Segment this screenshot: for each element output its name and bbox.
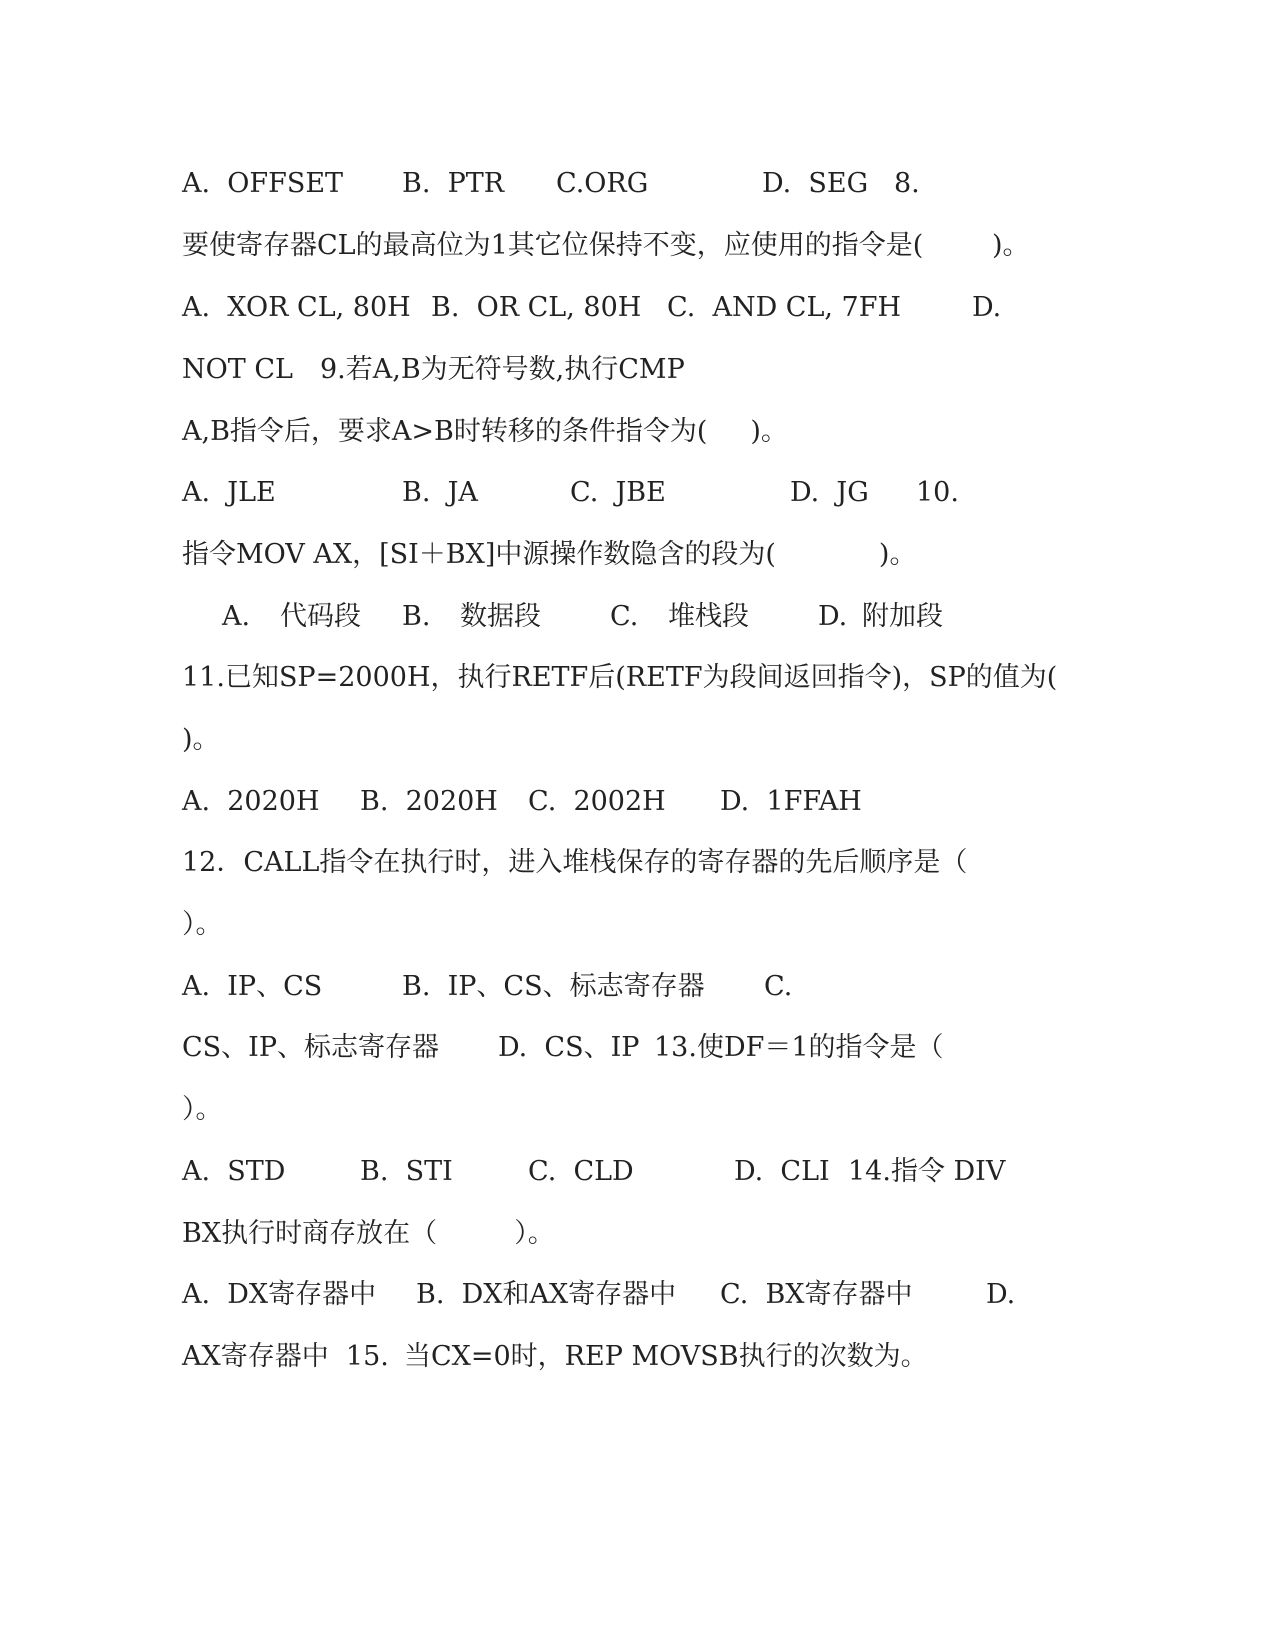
answer-blank: )。 — [182, 724, 220, 755]
question-14-text — [0, 1214, 1275, 1254]
option-a: A. 2020H — [182, 786, 320, 817]
option-d: D. — [986, 1279, 1016, 1310]
question-number: 10. — [916, 477, 959, 508]
question-text: 14.指令 DIV — [848, 1156, 1006, 1187]
question-13-text — [0, 1028, 1275, 1068]
option-c-letter: C. — [610, 601, 639, 632]
option-b: B. JA — [402, 477, 478, 508]
option-d: D. CLI — [734, 1156, 830, 1187]
option-a: A. XOR CL, 80H — [182, 292, 411, 323]
option-c-text: 堆栈段 — [668, 601, 749, 632]
question-text: 11.已知SP=2000H，执行RETF后(RETF为段间返回指令)，SP的值为( — [182, 662, 1058, 693]
option-b-letter: B. — [402, 601, 431, 632]
question-11-options — [0, 782, 1275, 822]
option-b: B. OR CL, 80H — [431, 292, 642, 323]
option-b-text: 数据段 — [460, 601, 541, 632]
question-13-blank — [0, 1090, 1275, 1130]
question-text: 要使寄存器CL的最高位为1其它位保持不变，应使用的指令是( )。 — [182, 230, 1030, 261]
option-c: C. JBE — [570, 477, 666, 508]
option-a-letter: A. — [222, 601, 251, 632]
question-text: 9.若A,B为无符号数,执行CMP — [320, 354, 685, 385]
question-text: 指令MOV AX，[SI＋BX]中源操作数隐含的段为( )。 — [182, 539, 917, 570]
option-c: C. AND CL, 7FH — [667, 292, 902, 323]
option-d-text: 附加段 — [862, 601, 943, 632]
option-c-text: CS、IP、标志寄存器 — [182, 1032, 439, 1063]
question-text: A,B指令后，要求A>B时转移的条件指令为( )。 — [182, 416, 788, 447]
option-b: B. STI — [360, 1156, 453, 1187]
question-text: 当CX=0时，REP MOVSB执行的次数为。 — [404, 1341, 928, 1372]
option-c: C. CLD — [528, 1156, 634, 1187]
question-9-options — [0, 473, 1275, 513]
option-a-text: 代码段 — [280, 601, 361, 632]
option-b: B. IP、CS、标志寄存器 — [402, 971, 705, 1002]
question-text: BX执行时商存放在（ ）。 — [182, 1218, 555, 1249]
option-b: B. PTR — [402, 168, 505, 199]
option-d-text: NOT CL — [182, 354, 293, 385]
option-a: A. OFFSET — [182, 168, 344, 199]
question-13-options — [0, 1152, 1275, 1192]
option-c: C. BX寄存器中 — [720, 1279, 913, 1310]
question-10-options — [0, 597, 1275, 637]
option-d-text: AX寄存器中 15. — [182, 1341, 389, 1372]
option-d: D. — [972, 292, 1002, 323]
option-a: A. IP、CS — [182, 971, 323, 1002]
option-b: B. 2020H — [360, 786, 498, 817]
question-text: 13.使DF＝1的指令是（ — [654, 1032, 944, 1063]
answer-blank: ）。 — [182, 1094, 223, 1125]
question-12-text — [0, 843, 1275, 883]
option-a: A. DX寄存器中 — [182, 1279, 377, 1310]
question-15-text — [0, 1337, 1275, 1377]
option-b: B. DX和AX寄存器中 — [416, 1279, 677, 1310]
option-a: A. STD — [182, 1156, 286, 1187]
question-7-options — [0, 164, 1275, 204]
question-text: 12．CALL指令在执行时，进入堆栈保存的寄存器的先后顺序是（ — [182, 847, 968, 878]
option-d: D. 1FFAH — [720, 786, 862, 817]
option-c: C.ORG — [556, 168, 649, 199]
question-11-text — [0, 658, 1275, 698]
question-11-blank — [0, 720, 1275, 760]
option-c: C. — [764, 971, 793, 1002]
option-d-letter: D. — [818, 601, 848, 632]
question-12-blank — [0, 905, 1275, 945]
answer-blank: ）。 — [182, 909, 223, 940]
question-9-line-1 — [0, 350, 1275, 390]
question-9-line-2 — [0, 412, 1275, 452]
question-12-options — [0, 967, 1275, 1007]
question-8-options — [0, 288, 1275, 328]
option-d: D. JG — [790, 477, 869, 508]
option-d: D. SEG 8. — [762, 168, 920, 199]
option-c: C. 2002H — [528, 786, 666, 817]
question-10-text — [0, 535, 1275, 575]
question-8-text — [0, 226, 1275, 266]
question-14-options — [0, 1275, 1275, 1315]
option-a: A. JLE — [182, 477, 276, 508]
option-d: D. CS、IP — [498, 1032, 640, 1063]
